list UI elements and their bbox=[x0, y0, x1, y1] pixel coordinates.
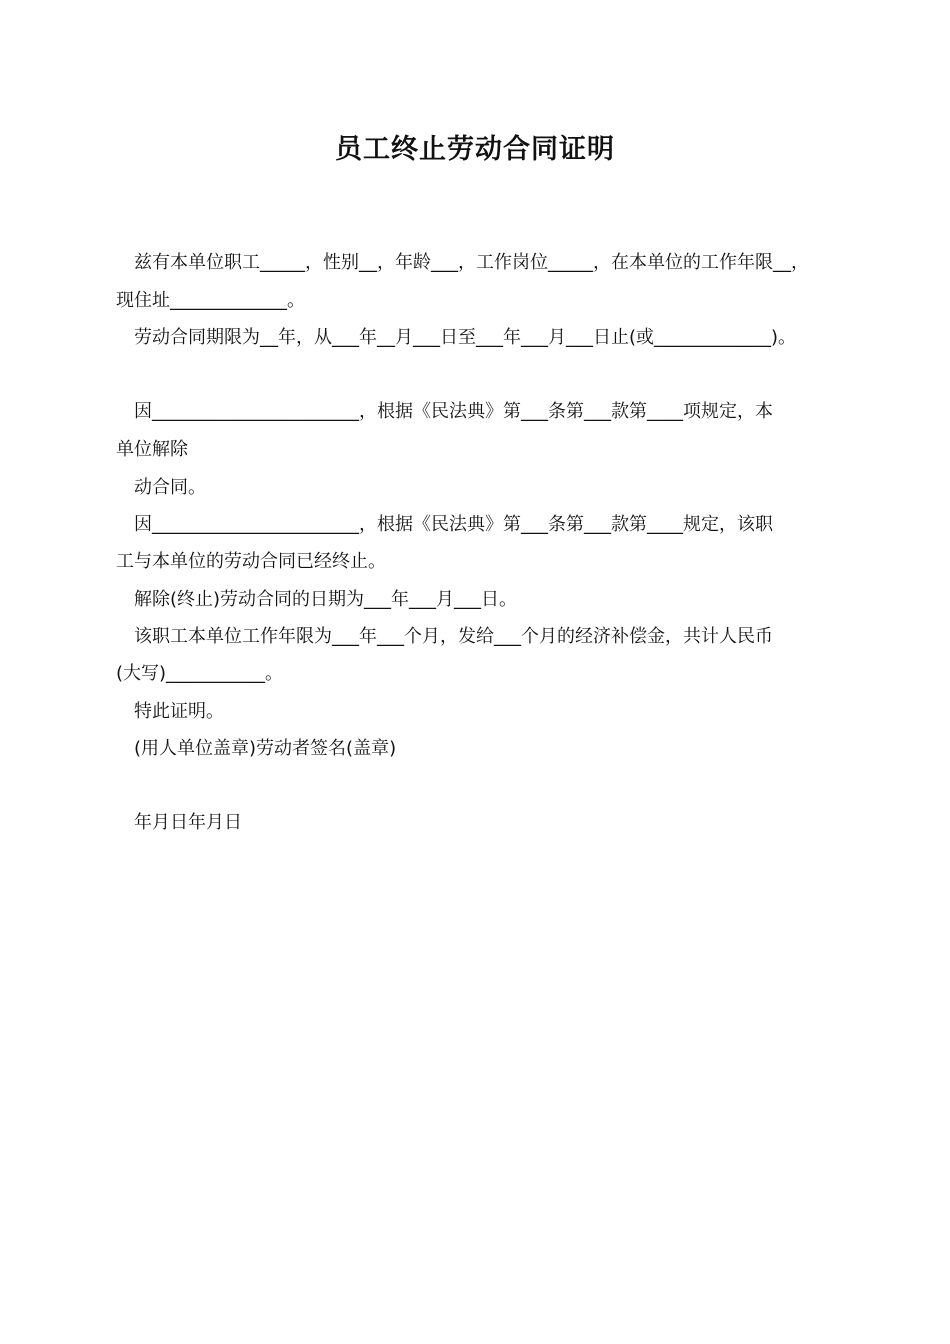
contract-term-line: 劳动合同期限为__年，从___年__月___日至___年___月___日止(或_____________)。 bbox=[134, 327, 797, 348]
termination-reason-line: 因_______________________，根据《民法典》第___条第___款第____规定，该职 bbox=[134, 514, 773, 535]
signature-line: (用人单位盖章)劳动者签名(盖章) bbox=[134, 738, 397, 759]
dissolution-reason-line: 因_______________________，根据《民法典》第___条第___款第____项规定，本 bbox=[134, 401, 773, 422]
termination-date-line: 解除(终止)劳动合同的日期为___年___月___日。 bbox=[134, 589, 518, 610]
date-line: 年月日年月日 bbox=[134, 812, 242, 833]
document-title: 员工终止劳动合同证明 bbox=[335, 134, 615, 165]
dissolution-end-line: 动合同。 bbox=[134, 477, 206, 498]
employee-info-line: 兹有本单位职工_____，性别__，年龄___，工作岗位_____，在本单位的工作年限__， bbox=[134, 252, 809, 273]
certification-line: 特此证明。 bbox=[134, 701, 224, 722]
termination-continuation-line: 工与本单位的劳动合同已经终止。 bbox=[116, 551, 386, 572]
address-line: 现住址_____________。 bbox=[116, 290, 305, 311]
compensation-amount-line: (大写)___________。 bbox=[116, 663, 284, 684]
dissolution-continuation-line: 单位解除 bbox=[116, 439, 188, 460]
compensation-line: 该职工本单位工作年限为___年___个月，发给___个月的经济补偿金，共计人民币 bbox=[134, 626, 773, 647]
